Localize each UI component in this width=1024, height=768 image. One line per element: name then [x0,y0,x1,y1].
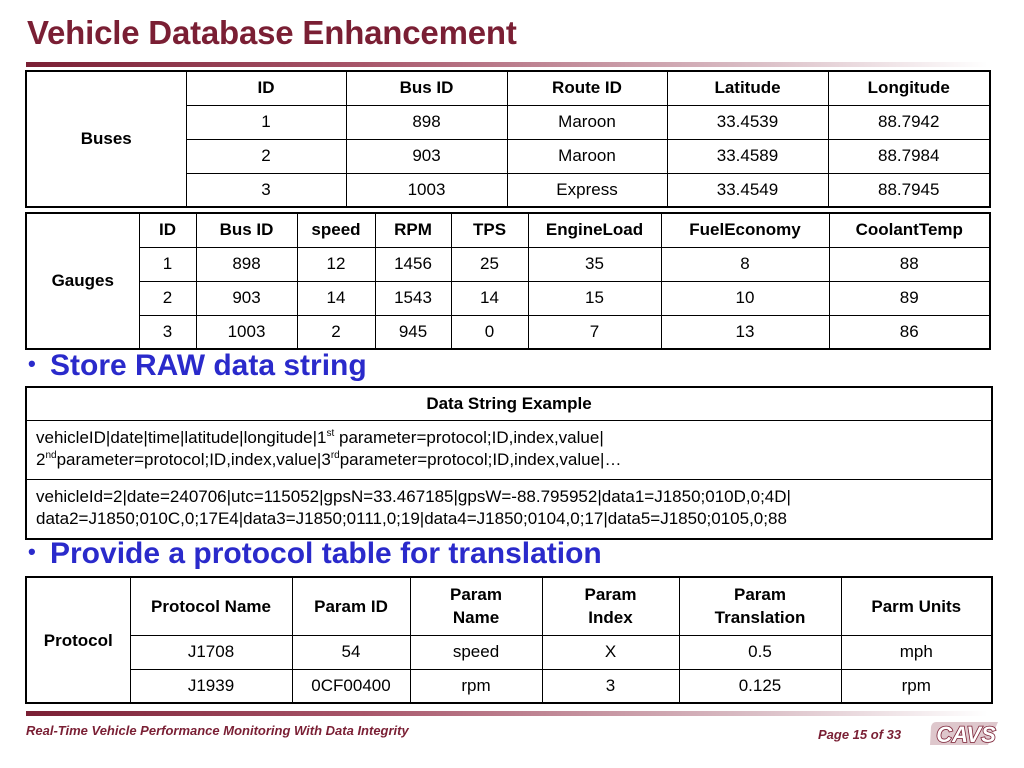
table-cell: 2 [297,315,375,349]
table-cell: 2 [139,281,196,315]
title-rule [26,62,988,67]
cavs-logo [928,719,1004,749]
table-cell: X [542,635,679,669]
header-text: Translation [714,608,806,628]
table-cell: rpm [410,669,542,703]
protocol-header-param-index [542,577,679,635]
table-cell: 33.4539 [667,105,828,139]
gauges-header-engineload: EngineLoad [528,213,661,247]
bullet-protocol-table [28,537,602,571]
table-cell: 88 [829,247,990,281]
protocol-header-param-name [410,577,542,635]
table-cell: 89 [829,281,990,315]
buses-header-bus-id: Bus ID [346,71,507,105]
protocol-header-name [130,577,292,635]
table-row [26,315,990,349]
table-cell: 1 [186,105,346,139]
table-cell: 1456 [375,247,451,281]
table-cell: 0CF00400 [292,669,410,703]
gauges-header-rpm: RPM [375,213,451,247]
page-number: Page 15 of 33 [818,727,902,742]
table-cell: 25 [451,247,528,281]
table-cell: 14 [451,281,528,315]
protocol-table [25,576,993,704]
table-cell: 1003 [346,173,507,207]
table-cell: 35 [528,247,661,281]
table-cell: 14 [297,281,375,315]
table-cell: 8 [661,247,829,281]
table-cell: 88.7942 [828,105,990,139]
table-cell: J1708 [130,635,292,669]
table-cell: 1543 [375,281,451,315]
data-string-box [25,386,993,540]
data-string-heading: Data String Example [426,394,592,413]
gauges-header-speed: speed [297,213,375,247]
bullet-icon: • [28,539,36,564]
buses-header-longitude: Longitude [828,71,990,105]
format-text: parameter=protocol;ID,index,value|… [339,450,622,469]
gauges-table [25,212,991,350]
format-text: 2 [36,450,46,469]
table-cell: 903 [196,281,297,315]
header-text: Protocol Name [151,596,271,616]
bullet-text: Provide a protocol table for translation [50,537,602,570]
table-cell: 898 [346,105,507,139]
header-text: Param [584,585,637,605]
table-cell: 945 [375,315,451,349]
table-cell: 2 [186,139,346,173]
table-cell: 12 [297,247,375,281]
gauges-header-bus-id: Bus ID [196,213,297,247]
gauges-header-coolanttemp: CoolantTemp [829,213,990,247]
header-text: Param [450,585,502,605]
table-cell: speed [410,635,542,669]
protocol-header-param-translation [679,577,841,635]
table-cell: 1 [139,247,196,281]
gauges-header-fueleconomy: FuelEconomy [661,213,829,247]
table-cell: Maroon [507,139,667,173]
table-cell: 54 [292,635,410,669]
header-text: Parm Units [871,596,962,616]
table-cell: J1939 [130,669,292,703]
protocol-header-parm-units [841,577,992,635]
data-string-example [27,479,991,538]
buses-header-id: ID [186,71,346,105]
buses-table [25,70,991,208]
footer-title: Real-Time Vehicle Performance Monitoring With Data Integrity [26,723,409,738]
example-line-2: data2=J1850;010C,0;17E4|data3=J1850;0111,0;19|data4=J1850;0104,0;17|data5=J1850;0105,0;88 [36,509,787,528]
table-row [26,281,990,315]
page-title: Vehicle Database Enhancement [27,14,517,51]
gauges-label: Gauges [26,213,139,349]
table-cell: 3 [542,669,679,703]
table-cell: 3 [139,315,196,349]
table-cell: rpm [841,669,992,703]
table-cell: 7 [528,315,661,349]
header-text: Param [734,585,786,605]
table-cell: 86 [829,315,990,349]
table-cell: 33.4589 [667,139,828,173]
logo-text: CAVS [936,722,996,747]
format-text: parameter=protocol;ID,index,value|3 [56,450,331,469]
bullet-text: Store RAW data string [50,349,367,382]
footer-rule [26,711,988,716]
table-row [26,247,990,281]
header-text: Param ID [314,596,388,616]
table-cell: 3 [186,173,346,207]
table-cell: 0.125 [679,669,841,703]
header-text: Name [452,608,500,628]
buses-header-route-id: Route ID [507,71,667,105]
bullet-icon: • [28,351,36,376]
table-cell: 88.7945 [828,173,990,207]
protocol-label: Protocol [26,577,130,703]
gauges-header-id: ID [139,213,196,247]
table-cell: 0 [451,315,528,349]
table-cell: 33.4549 [667,173,828,207]
buses-label: Buses [26,71,186,207]
protocol-header-param-id [292,577,410,635]
table-cell: 0.5 [679,635,841,669]
table-cell: 898 [196,247,297,281]
format-sup: st [326,428,335,439]
example-line-1: vehicleId=2|date=240706|utc=115052|gpsN=33.467185|gpsW=-88.795952|data1=J1850;010D,0;4D| [36,487,791,506]
header-text: Index [588,608,633,628]
table-row [26,635,992,669]
table-cell: 10 [661,281,829,315]
format-text: vehicleID|date|time|latitude|longitude|1 [36,428,327,447]
table-cell: 13 [661,315,829,349]
table-cell: 88.7984 [828,139,990,173]
format-sup: nd [45,450,57,461]
table-cell: mph [841,635,992,669]
data-string-format [27,420,991,479]
table-row [26,669,992,703]
buses-header-latitude: Latitude [667,71,828,105]
table-cell: 903 [346,139,507,173]
format-text: parameter=protocol;ID,index,value| [334,428,604,447]
table-cell: Maroon [507,105,667,139]
table-cell: Express [507,173,667,207]
table-cell: 1003 [196,315,297,349]
table-cell: 15 [528,281,661,315]
gauges-header-tps: TPS [451,213,528,247]
format-sup: rd [330,450,340,461]
bullet-store-raw [28,349,367,383]
